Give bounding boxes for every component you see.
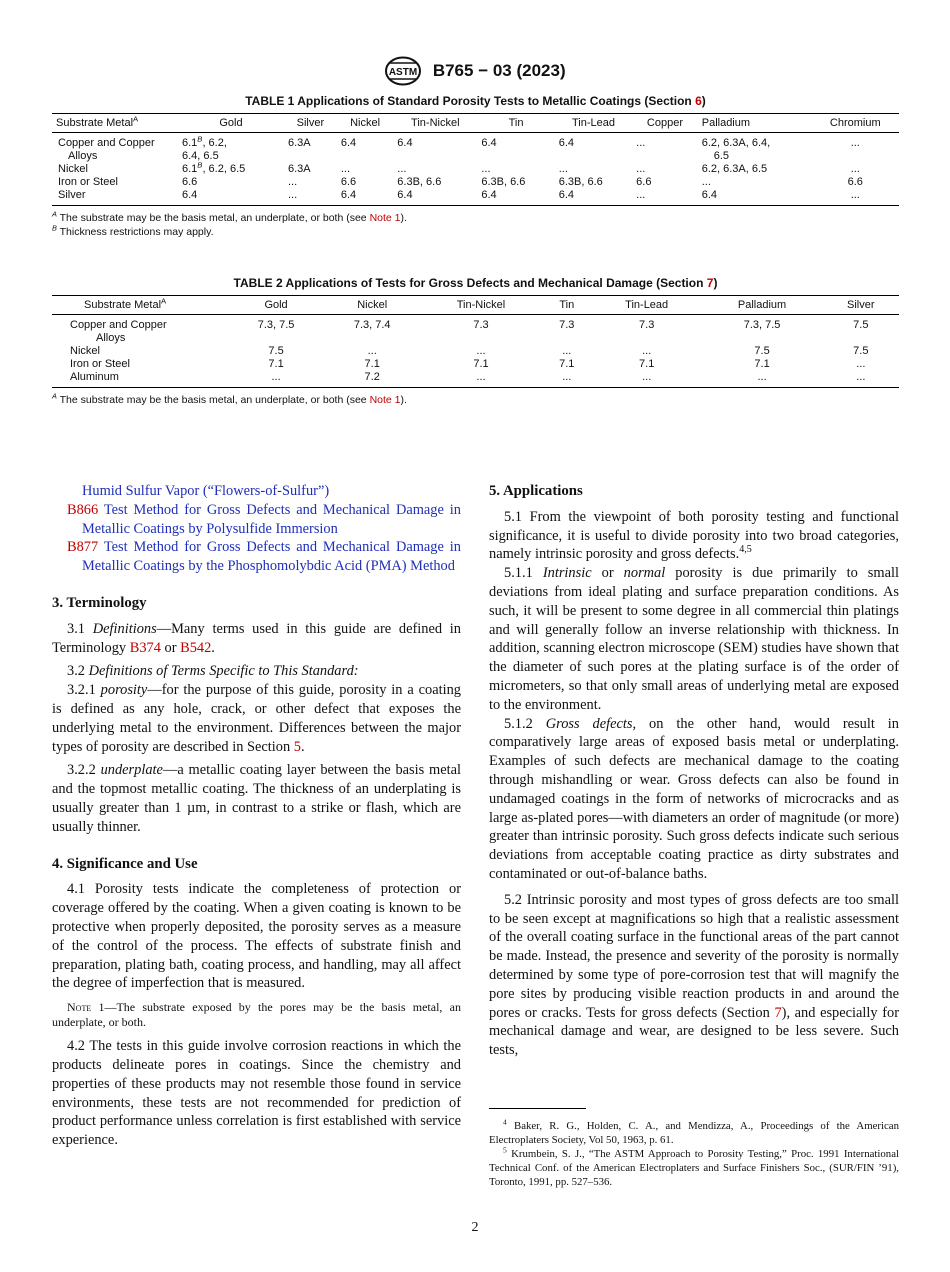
table-cell: 6.4	[337, 189, 393, 206]
table-cell: ...	[367, 345, 377, 357]
table-cell: ...	[642, 345, 652, 357]
table-cell: Iron or Steel	[70, 358, 130, 370]
table-cell	[555, 150, 632, 163]
table-cell: ...	[592, 371, 702, 388]
table-cell	[477, 150, 554, 163]
table-cell: 6.3B, 6.6	[558, 176, 603, 188]
table-cell: 7.3	[559, 319, 575, 331]
table-cell: 6.4	[393, 189, 477, 206]
table1-header-cell: Nickel	[337, 114, 393, 133]
table2-header-cell: Tin	[542, 296, 592, 315]
para-4-2: 4.2 The tests in this guide involve corrosion reactions in which the products delineate pores in coatings. Since the chemistry and properties of these products may not resemble those found in service environments, these tests are not recommended for prediction of product performance unless correlation is first established with service experience.	[52, 1038, 461, 1149]
table-cell	[542, 332, 592, 345]
table-cell: ...	[340, 163, 350, 175]
table-cell: 6.4	[698, 189, 812, 206]
table-cell: ...	[288, 176, 298, 188]
table-cell: 6.5	[713, 150, 730, 162]
table-cell: 6.3A	[288, 137, 311, 149]
table-cell: 6.2, 6.3A, 6.5	[701, 163, 768, 175]
para-3-1: 3.1 Definitions—Many terms used in this guide are defined in Terminology B374 or B542.	[52, 620, 461, 656]
table-row	[52, 371, 899, 388]
table-cell: 7.5	[853, 345, 869, 357]
table-cell: 6.4	[481, 137, 497, 149]
table2-header-cell: Gold	[228, 296, 324, 315]
table-cell: 7.1	[473, 358, 489, 370]
page-number: 2	[471, 1220, 479, 1235]
right-column	[489, 482, 899, 1060]
para-5-1-2: 5.1.2 Gross defects, on the other hand, would result in comparatively large areas of exposed basis metal or underplating. Examples of such defects are mechanical damage to the coating through mishandling or wear. Gross defects can also be found in undamaged coatings in the form of networks of microcracks and as large as-plated pores—with diameters an order of magnitude (or more) greater than intrinsic porosity. Such gross defects indicate such serious deviations from acceptable coating practice as dirty substrates and contaminated or out-of-balance baths.	[489, 715, 899, 882]
para-5-2: 5.2 Intrinsic porosity and most types of gross defects are too small to be seen except at magnifications so high that a realistic assessment of the overall coating surface in the functional areas of the part cannot be made. Instead, the presence and severity of the porosity is normally determined by some type of pore-corrosion test that will magnify the pore sites by producing visible reaction products in and around the pores or cracks. Tests for gross defects (Section 7), and especially for mechanical damage and wear, are designed to be less severe. Such tests,	[489, 891, 899, 1059]
table1-header-cell: Copper	[632, 114, 698, 133]
table-cell: 6.3B, 6.6	[481, 176, 526, 188]
table1-header-cell: Tin-Lead	[555, 114, 632, 133]
table-cell: Copper and Copper	[58, 137, 155, 149]
table1	[52, 113, 899, 206]
table-cell: 6.4	[477, 189, 554, 206]
table-cell: Silver	[52, 189, 178, 206]
table-row	[52, 189, 899, 206]
table-cell: Copper and Copper	[70, 319, 167, 331]
table-row	[52, 163, 899, 176]
table-cell	[632, 150, 698, 163]
b374-link[interactable]: B374	[129, 639, 161, 656]
table-cell: Aluminum	[52, 371, 228, 388]
table-cell: 6.6	[182, 176, 198, 188]
table-cell	[393, 150, 477, 163]
note-1-link[interactable]: Note 1	[369, 394, 401, 406]
table-cell: ...	[636, 163, 646, 175]
table-cell: 7.5	[268, 345, 284, 357]
table-cell: 6.6	[636, 176, 652, 188]
para-3-2-1: 3.2.1 porosity—for the purpose of this guide, porosity in a coating is defined as any hole, crack, or other defect that exposes the underlying metal to the environment. Differences between the major types of porosity are described in Section 5.	[52, 682, 461, 755]
table-cell: Alloys	[68, 150, 98, 162]
table1-header-cell: Tin	[477, 114, 554, 133]
section-6-link[interactable]: 6	[695, 94, 702, 108]
table-cell: ...	[823, 371, 899, 388]
table-cell: 7.1	[559, 358, 575, 370]
table-cell: 7.1	[364, 358, 380, 370]
table-cell: Iron or Steel	[58, 176, 118, 188]
table-row	[52, 358, 899, 371]
table-row	[52, 315, 899, 333]
left-column	[52, 482, 461, 1150]
table-row	[52, 332, 899, 345]
table-cell: ...	[476, 345, 486, 357]
astm-logo-icon	[384, 56, 422, 86]
b542-link[interactable]: B542	[180, 639, 212, 656]
table2-header-cell: Substrate Metal$^A$	[52, 296, 228, 315]
table-cell: 6.4	[397, 137, 413, 149]
table-cell: ...	[636, 137, 646, 149]
table-cell	[420, 332, 541, 345]
table-cell: 6.3A	[288, 163, 311, 175]
table2-header-cell: Silver	[823, 296, 899, 315]
table-cell: 6.2, 6.3A, 6.4,	[701, 137, 771, 149]
table-cell: 7.3, 7.5	[743, 319, 781, 331]
ref-continuation[interactable]: Humid Sulfur Vapor (“Flowers-of-Sulfur”)	[82, 483, 330, 499]
table2-header-cell: Nickel	[324, 296, 420, 315]
table2	[52, 295, 899, 388]
table-cell: $6.1^B$, 6.2,	[182, 134, 227, 149]
table-cell: 6.4	[178, 189, 284, 206]
table-cell: 7.1	[268, 358, 284, 370]
footnote-divider	[489, 1108, 586, 1109]
table-cell: ...	[702, 371, 823, 388]
table-cell: 7.2	[324, 371, 420, 388]
table1-footnote-b: $^B$ Thickness restrictions may apply.	[52, 223, 214, 238]
table-cell: Nickel	[58, 163, 88, 175]
section-5-title: 5. Applications	[489, 483, 583, 499]
table-cell	[702, 332, 823, 345]
table-row	[52, 133, 899, 151]
table-cell: 7.5	[754, 345, 770, 357]
table-cell: ...	[850, 137, 860, 149]
table-cell: ...	[228, 371, 324, 388]
section-7-link[interactable]: 7	[774, 1004, 782, 1021]
table-cell: ...	[850, 163, 860, 175]
table2-header-cell: Tin-Nickel	[420, 296, 541, 315]
table-cell: ...	[284, 189, 337, 206]
note-1-link[interactable]: Note 1	[369, 212, 401, 224]
section-4-title: 4. Significance and Use	[52, 855, 198, 872]
table-cell: 7.1	[639, 358, 655, 370]
table-cell	[284, 150, 337, 163]
table-cell	[228, 332, 324, 345]
table2-footnote-a: $^A$ The substrate may be the basis metal, an underplate, or both (see Note 1).	[52, 391, 407, 406]
table-cell: 6.6	[340, 176, 357, 188]
table-cell: 7.3	[639, 319, 655, 331]
svg-text:ASTM: ASTM	[389, 67, 418, 78]
table-cell: ...	[558, 163, 568, 175]
table1-header-cell: Silver	[284, 114, 337, 133]
table-cell: ...	[632, 189, 698, 206]
footnote-5: $^5$ Krumbein, S. J., “The ASTM Approach to Porosity Testing,” Proc. 1991 International Technical Conf. of the American Electroplaters and Surface Finishers Soc., (SUR/FIN ’91), Toronto, 1991, pp. 527–536.	[489, 1145, 899, 1188]
table-cell: 7.3, 7.5	[257, 319, 295, 331]
table-cell: ...	[812, 189, 899, 206]
section-7-link[interactable]: 7	[706, 276, 714, 290]
table-cell: 6.4	[555, 189, 632, 206]
page-header	[0, 56, 950, 86]
table-cell: $6.1^B$, 6.2, 6.5	[182, 160, 246, 175]
table1-header-row	[52, 114, 899, 133]
table-cell: ...	[701, 176, 711, 188]
table-cell: 6.4	[340, 137, 357, 149]
table-cell: 7.3	[473, 319, 489, 331]
table-row	[52, 176, 899, 189]
table-cell: 6.4, 6.5	[182, 150, 219, 162]
table-cell: Alloys	[96, 332, 126, 344]
table2-header-cell: Tin-Lead	[592, 296, 702, 315]
standard-designation: B765 − 03 (2023)	[432, 61, 566, 80]
para-4-1: 4.1 Porosity tests indicate the completeness of protection or coverage offered by the coating. When a given coating is known to be protective when properly deposited, the porosity serves as a measure of the control of the process. The effects of substrate finish and preparation, plating bath, coating process, and handling, may all affect the degree of imperfection that is measured.	[52, 881, 461, 992]
footnotes	[489, 1119, 899, 1189]
table-cell	[324, 332, 420, 345]
table-cell: 6.3B, 6.6	[397, 176, 442, 188]
table-cell: ...	[420, 371, 541, 388]
footnote-4: $^4$ Baker, R. G., Holden, C. A., and Mendizza, A., Proceedings of the American Electroplaters Society, Vol 50, 1963, p. 61.	[489, 1117, 899, 1146]
section-5-link[interactable]: 5	[293, 738, 301, 755]
table-row	[52, 345, 899, 358]
table1-header-cell: Substrate Metal$^A$	[52, 114, 178, 133]
table-cell: 6.6	[847, 176, 863, 188]
table-row	[52, 150, 899, 163]
table-cell	[812, 150, 899, 163]
note-1: Note 1—The substrate exposed by the pores may be the basis metal, an underplate, or both.	[52, 1000, 461, 1030]
table-cell: ...	[542, 371, 592, 388]
table-cell: ...	[397, 163, 407, 175]
table1-header-cell: Gold	[178, 114, 284, 133]
table-cell	[823, 332, 899, 345]
para-5-1-1: 5.1.1 Intrinsic or normal porosity is due primarily to small deviations from ideal plating and surface preparation conditions. As such, it will be present to some degree in all commercial thin platings and will generally follow an inverse relationship with thickness. In addition, scanning electron microscope (SEM) studies have shown that the diameter of such pores at the plating surface is of the order of micrometers, so that only small areas of underlying metal are exposed to the environment.	[489, 565, 899, 713]
table1-header-cell: Tin-Nickel	[393, 114, 477, 133]
table2-header-cell: Palladium	[702, 296, 823, 315]
section-3-title: 3. Terminology	[52, 594, 147, 611]
table1-header-cell: Chromium	[812, 114, 899, 133]
table-cell: Nickel	[70, 345, 100, 357]
ref-b877[interactable]: B877 Test Method for Gross Defects and Mechanical Damage in Metallic Coatings by the Phosphomolybdic Acid (PMA) Method	[67, 539, 461, 575]
para-3-2-2: 3.2.2 underplate—a metallic coating layer between the basis metal and the topmost metallic coating. The thickness of an underplating is usually greater than 1 µm, in contrast to a strike or flash, which are usually thinner.	[52, 762, 461, 835]
table-cell: ...	[562, 345, 572, 357]
table-cell	[337, 150, 393, 163]
table-cell: 7.3, 7.4	[353, 319, 391, 331]
table2-caption: TABLE 2 Applications of Tests for Gross Defects and Mechanical Damage (Section 7)	[233, 276, 718, 290]
footnote-ref-4-5[interactable]: 4,5	[739, 544, 752, 556]
para-3-2: 3.2 Definitions of Terms Specific to This Standard:	[67, 663, 359, 680]
table-cell: 6.4	[558, 137, 575, 149]
table-cell: ...	[856, 358, 866, 370]
table-cell: ...	[481, 163, 491, 175]
ref-b866[interactable]: B866 Test Method for Gross Defects and Mechanical Damage in Metallic Coatings by Polysulfide Immersion	[67, 501, 461, 537]
table1-caption: TABLE 1 Applications of Standard Porosity Tests to Metallic Coatings (Section 6)	[245, 94, 706, 108]
para-5-1: 5.1 From the viewpoint of both porosity testing and functional significance, it is useful to divide porosity into two broad categories, namely intrinsic porosity and gross defects.$^{4,5}$	[489, 508, 899, 563]
table2-header-row	[52, 296, 899, 315]
table-cell: 7.5	[853, 319, 869, 331]
table-cell: 7.1	[754, 358, 770, 370]
table1-footnote-a: $^A$ The substrate may be the basis metal, an underplate, or both (see Note 1).	[52, 209, 407, 224]
table-cell	[592, 332, 702, 345]
table1-header-cell: Palladium	[698, 114, 812, 133]
